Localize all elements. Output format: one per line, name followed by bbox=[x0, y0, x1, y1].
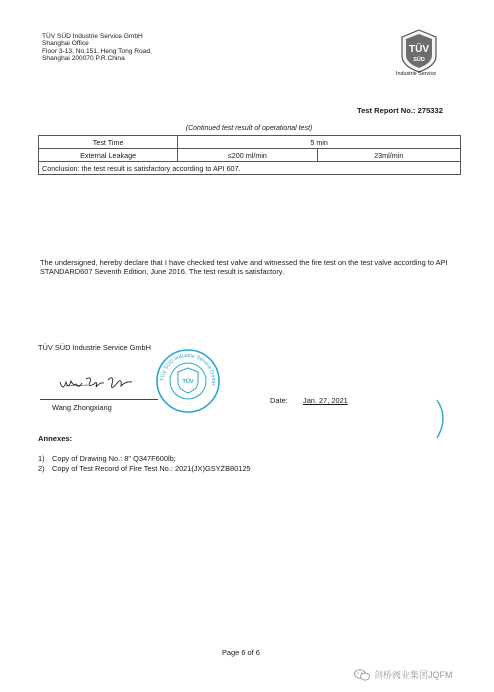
watermark-text: 剑桥阀业集团JQFM bbox=[374, 670, 453, 680]
seal-edge-mark bbox=[425, 398, 445, 440]
annex-item bbox=[38, 464, 251, 473]
signing-company: TÜV SÜD Industrie Service GmbH bbox=[38, 343, 151, 352]
results-table bbox=[38, 135, 461, 175]
seal-text: TÜV SÜD Industrie Service GmbH bbox=[159, 352, 217, 386]
leakage-label: External Leakage bbox=[39, 149, 178, 162]
wechat-icon bbox=[354, 669, 370, 681]
tuv-sud-logo-icon bbox=[398, 28, 440, 74]
annex-text: Copy of Test Record of Fire Test No.: 2021(JX)GSYZB80125 bbox=[52, 464, 251, 473]
report-number-value: 275332 bbox=[417, 106, 443, 115]
seal-logo-text: TÜV bbox=[182, 379, 194, 385]
company-address bbox=[42, 33, 152, 63]
annex-text: Copy of Drawing No.: 8" Q347F600lb; bbox=[52, 454, 176, 463]
table-row bbox=[39, 136, 461, 149]
leakage-measured: 23ml/min bbox=[317, 149, 461, 162]
test-time-label: Test Time bbox=[39, 136, 178, 149]
declaration-text: The undersigned, hereby declare that I have checked test valve and witnessed the fire test on the test valve according to API STANDARD607 Seventh Edition, June 2016. The test result is satisfactory. bbox=[40, 258, 448, 276]
annexes-title: Annexes: bbox=[38, 434, 73, 443]
table-row bbox=[39, 149, 461, 162]
address-line: Floor 3-13, No.151, Heng Tong Road, bbox=[42, 47, 152, 55]
page-number: Page 6 of 6 bbox=[222, 648, 260, 657]
signature-line bbox=[40, 399, 158, 400]
handwritten-signature bbox=[58, 370, 138, 396]
address-line: Shanghai Office bbox=[42, 40, 89, 48]
signer-name: Wang Zhongxiang bbox=[52, 403, 112, 412]
report-number bbox=[357, 106, 443, 115]
annex-item bbox=[38, 454, 176, 463]
logo-caption: Industrie Service bbox=[396, 71, 437, 77]
conclusion-text: Conclusion: the test result is satisfactory according to API 607. bbox=[39, 162, 461, 175]
address-line: Shanghai 200070 P.R.China bbox=[42, 55, 125, 63]
annex-number: 1) bbox=[38, 454, 45, 463]
date-value: Jan. 27, 2021 bbox=[303, 396, 348, 405]
date-label: Date: bbox=[270, 396, 288, 405]
address-line: TÜV SÜD Industrie Service GmbH bbox=[42, 33, 143, 40]
test-time-value: 5 min bbox=[178, 136, 461, 149]
company-seal-stamp bbox=[155, 348, 221, 414]
leakage-limit: ≤200 ml/min bbox=[178, 149, 317, 162]
report-number-label: Test Report No.: bbox=[357, 106, 416, 115]
logo-sub-text: SÜD bbox=[413, 57, 425, 63]
table-caption: (Continued test result of operational test) bbox=[185, 125, 313, 132]
watermark bbox=[354, 668, 453, 681]
annex-number: 2) bbox=[38, 464, 45, 473]
table-row bbox=[39, 162, 461, 175]
logo-main-text: TÜV bbox=[409, 44, 429, 55]
